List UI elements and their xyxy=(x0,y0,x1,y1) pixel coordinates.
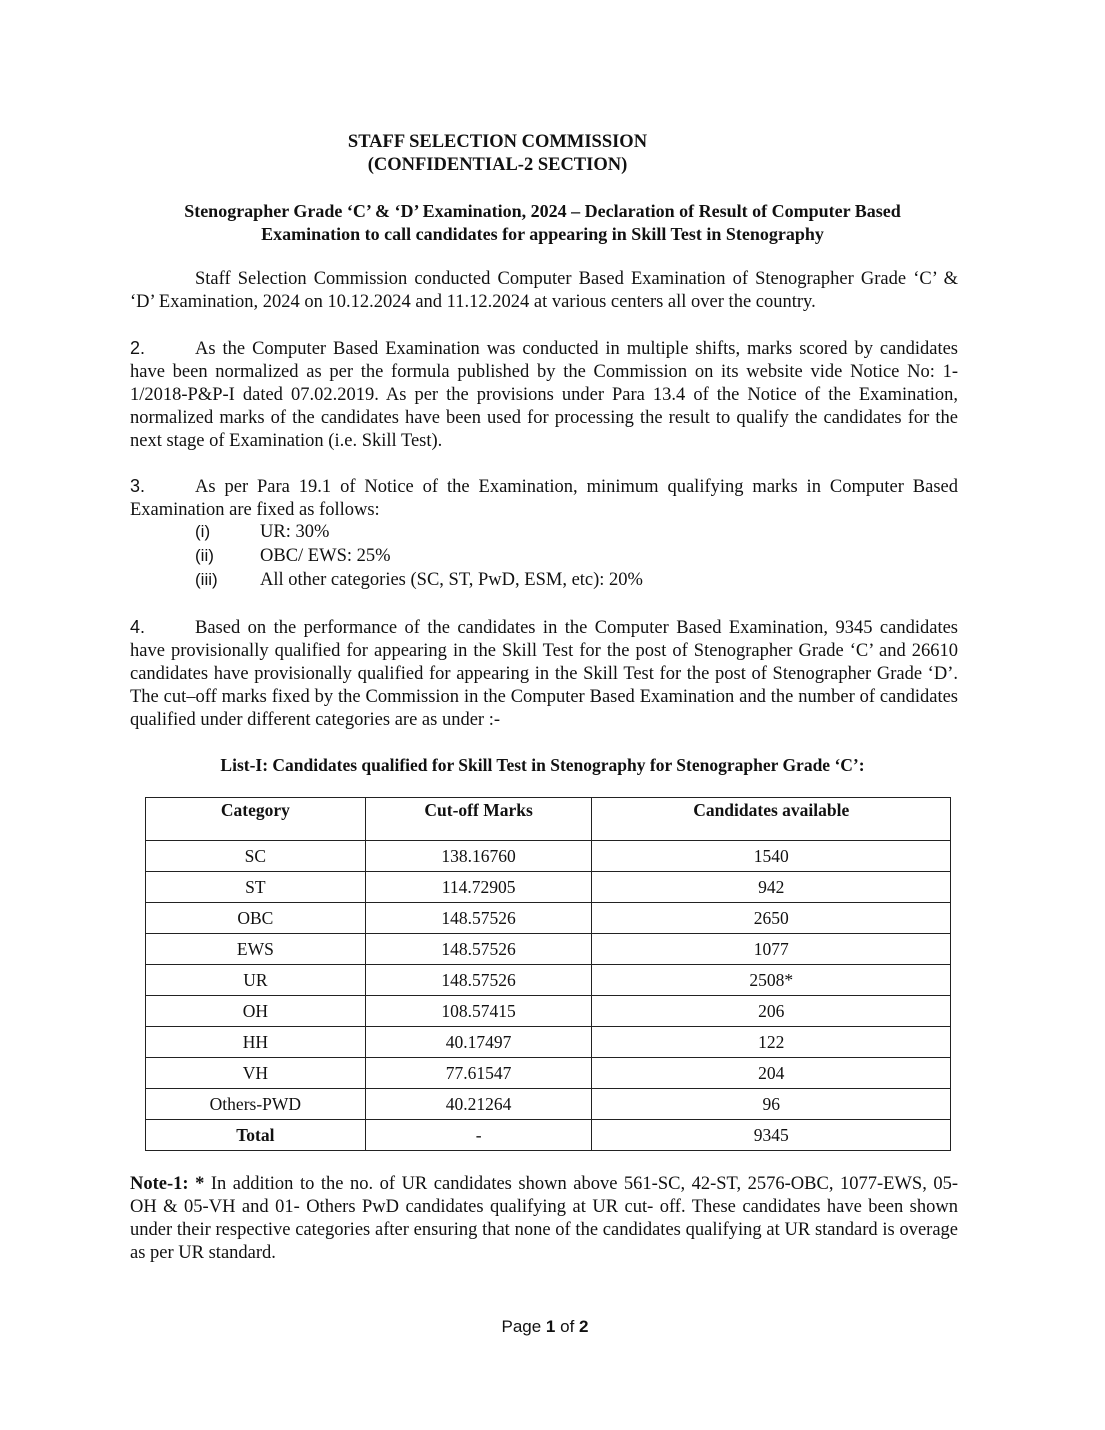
header-category: Category xyxy=(146,798,366,841)
cell-category: OH xyxy=(146,996,366,1027)
note-text: In addition to the no. of UR candidates shown above 561-SC, 42-ST, 2576-OBC, 1077-EWS, 05- OH & 05-VH and 01- Others PwD candidates qualifying at UR cut- off. These candidates have been shown under their respective categories after ensuring that none of the candidates qualifying at UR standard is overage as per UR standard. xyxy=(130,1174,959,1263)
list-item-number: (ii) xyxy=(195,546,214,565)
cell-category: Others-PWD xyxy=(146,1089,366,1120)
paragraph-1 xyxy=(130,268,958,314)
cell-candidates: 1540 xyxy=(592,841,951,872)
subject-line-1: Stenographer Grade ‘C’ & ‘D’ Examination, 2024 – Declaration of Result of Computer Based xyxy=(184,201,901,221)
list-item xyxy=(195,520,643,544)
note-star: * xyxy=(195,1174,205,1194)
cell-category: EWS xyxy=(146,934,366,965)
results-table xyxy=(145,797,951,1151)
paragraph-2-text: As the Computer Based Examination was conducted in multiple shifts, marks scored by candidates have been normalized as per the formula published by the Commission on its website vide Notice No: 1-1/2018-P&P-I dated 07.02.2019. As per the provisions under Para 13.4 of the Notice of the Examination, normalized marks of the candidates have been used for processing the result to qualify the candidates for the next stage of Examination (i.e. Skill Test). xyxy=(130,339,958,451)
table-header-row xyxy=(146,798,951,841)
total-candidates: 9345 xyxy=(592,1120,951,1151)
paragraph-1-text: Staff Selection Commission conducted Computer Based Examination of Stenographer Grade ‘C’ & ‘D’ Examination, 2024 on 10.12.2024 and 11.12.2024 at various centers all over the country. xyxy=(130,269,958,312)
cell-cutoff: 108.57415 xyxy=(365,996,592,1027)
cell-category: HH xyxy=(146,1027,366,1058)
cell-category: SC xyxy=(146,841,366,872)
table-row xyxy=(146,1027,951,1058)
list-item-number: (i) xyxy=(195,522,211,541)
total-label: Total xyxy=(146,1120,366,1151)
list-item-text: UR: 30% xyxy=(260,522,330,542)
paragraph-2-number: 2. xyxy=(130,338,146,358)
cell-candidates: 96 xyxy=(592,1089,951,1120)
cell-cutoff: 148.57526 xyxy=(365,934,592,965)
cell-candidates: 942 xyxy=(592,872,951,903)
page-word: Page xyxy=(501,1317,542,1336)
page-footer xyxy=(0,1317,1090,1337)
cell-cutoff: 148.57526 xyxy=(365,903,592,934)
table-row xyxy=(146,1089,951,1120)
cell-cutoff: 138.16760 xyxy=(365,841,592,872)
list-item-text: All other categories (SC, ST, PwD, ESM, etc): 20% xyxy=(260,570,643,590)
list-item-number: (iii) xyxy=(195,570,218,589)
cell-cutoff: 40.21264 xyxy=(365,1089,592,1120)
note-1 xyxy=(130,1173,958,1265)
paragraph-3-number: 3. xyxy=(130,476,146,496)
header-cutoff-marks: Cut-off Marks xyxy=(365,798,592,841)
cell-category: UR xyxy=(146,965,366,996)
cell-candidates: 206 xyxy=(592,996,951,1027)
table-total-row xyxy=(146,1120,951,1151)
cell-cutoff: 148.57526 xyxy=(365,965,592,996)
commission-title: STAFF SELECTION COMMISSION xyxy=(347,132,648,152)
cell-candidates: 2650 xyxy=(592,903,951,934)
list-item xyxy=(195,544,643,568)
table-row xyxy=(146,934,951,965)
of-word: of xyxy=(560,1317,575,1336)
cell-category: ST xyxy=(146,872,366,903)
cell-candidates: 122 xyxy=(592,1027,951,1058)
cell-cutoff: 77.61547 xyxy=(365,1058,592,1089)
list-title: List-I: Candidates qualified for Skill Test in Stenography for Stenographer Grade ‘C’: xyxy=(220,755,865,775)
table-row xyxy=(146,996,951,1027)
paragraph-2 xyxy=(130,337,958,453)
cell-candidates: 2508* xyxy=(592,965,951,996)
header-candidates-available: Candidates available xyxy=(592,798,951,841)
cell-cutoff: 40.17497 xyxy=(365,1027,592,1058)
cell-category: VH xyxy=(146,1058,366,1089)
list-item-text: OBC/ EWS: 25% xyxy=(260,546,391,566)
paragraph-4 xyxy=(130,616,958,732)
qualifying-marks-list xyxy=(195,520,643,592)
current-page: 1 xyxy=(545,1317,556,1336)
table-row xyxy=(146,903,951,934)
total-pages: 2 xyxy=(579,1317,589,1336)
cell-candidates: 204 xyxy=(592,1058,951,1089)
subject-line-2: Examination to call candidates for appearing in Skill Test in Stenography xyxy=(261,224,824,244)
section-title: (CONFIDENTIAL-2 SECTION) xyxy=(367,155,628,175)
paragraph-4-number: 4. xyxy=(130,617,146,637)
cell-cutoff: 114.72905 xyxy=(365,872,592,903)
paragraph-3-text: As per Para 19.1 of Notice of the Examination, minimum qualifying marks in Computer Based Examination are fixed as follows: xyxy=(130,477,958,520)
note-label: Note-1: xyxy=(130,1174,189,1194)
table-row xyxy=(146,965,951,996)
table-row xyxy=(146,872,951,903)
table-row xyxy=(146,1058,951,1089)
cell-candidates: 1077 xyxy=(592,934,951,965)
paragraph-4-text: Based on the performance of the candidates in the Computer Based Examination, 9345 candidates have provisionally qualified for appearing in the Skill Test for the post of Stenographer Grade ‘C’ and 26610 candidates have provisionally qualified for appearing in the Skill Test for the post of Stenographer Grade ‘D’. The cut–off marks fixed by the Commission in the Computer Based Examination and the number of candidates qualified under different categories are as under :- xyxy=(130,618,958,730)
list-item xyxy=(195,568,643,592)
table-row xyxy=(146,841,951,872)
paragraph-3 xyxy=(130,475,958,522)
total-cutoff: - xyxy=(365,1120,592,1151)
cell-category: OBC xyxy=(146,903,366,934)
